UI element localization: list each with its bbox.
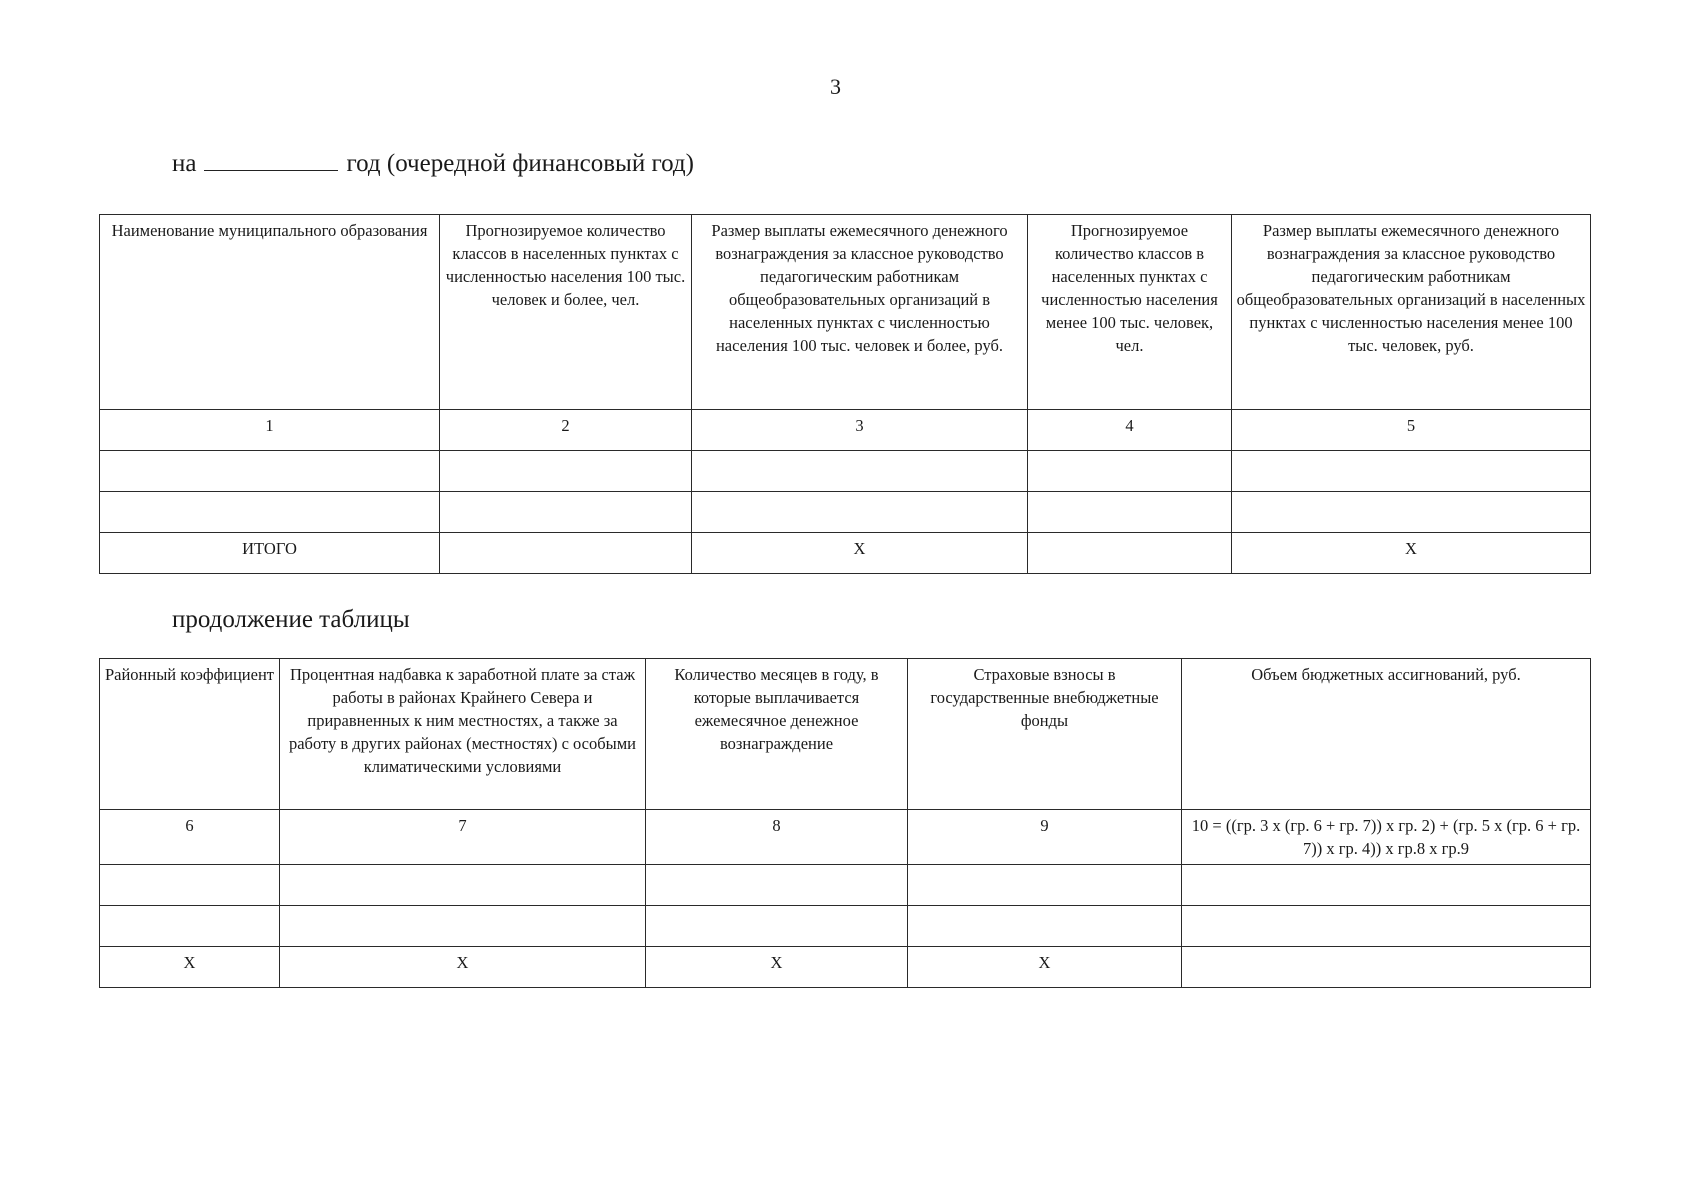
continuation-label: продолжение таблицы bbox=[172, 606, 410, 633]
total-cell bbox=[1182, 947, 1591, 988]
table-cell bbox=[100, 451, 440, 492]
table-cell bbox=[908, 865, 1182, 906]
table-cell bbox=[100, 906, 280, 947]
year-blank-line bbox=[204, 150, 338, 171]
total-cell: Х bbox=[100, 947, 280, 988]
header-cell: Размер выплаты ежемесячного денежного вознаграждения за классное руководство педагогическим работникам общеобразовательных организаций в населенных пунктах с численностью населения менее 100 тыс. человек, руб. bbox=[1232, 215, 1591, 410]
table-cell bbox=[692, 492, 1028, 533]
column-number-cell: 8 bbox=[646, 810, 908, 865]
column-number-cell: 4 bbox=[1028, 410, 1232, 451]
header-row bbox=[100, 215, 1591, 410]
total-cell bbox=[440, 533, 692, 574]
budget-table-part-1 bbox=[99, 214, 1591, 574]
header-cell: Количество месяцев в году, в которые выплачивается ежемесячное денежное вознаграждение bbox=[646, 659, 908, 810]
table-cell bbox=[100, 865, 280, 906]
header-cell: Наименование муниципального образования bbox=[100, 215, 440, 410]
column-number-cell: 9 bbox=[908, 810, 1182, 865]
total-cell: Х bbox=[646, 947, 908, 988]
column-number-cell: 1 bbox=[100, 410, 440, 451]
column-number-row bbox=[100, 410, 1591, 451]
column-number-row bbox=[100, 810, 1591, 865]
form-heading bbox=[172, 150, 694, 178]
page-number: 3 bbox=[830, 74, 841, 99]
table-cell bbox=[646, 865, 908, 906]
header-cell: Прогнозируемое количество классов в населенных пунктах с численностью населения 100 тыс. человек и более, чел. bbox=[440, 215, 692, 410]
header-cell: Страховые взносы в государственные внебюджетные фонды bbox=[908, 659, 1182, 810]
formula-cell: 10 = ((гр. 3 х (гр. 6 + гр. 7)) х гр. 2) + (гр. 5 х (гр. 6 + гр. 7)) х гр. 4)) х гр.8 х гр.9 bbox=[1182, 810, 1591, 865]
header-cell: Процентная надбавка к заработной плате за стаж работы в районах Крайнего Севера и приравненных к ним местностях, а также за работу в других районах (местностях) с особыми климатическими условиями bbox=[280, 659, 646, 810]
table-cell bbox=[1028, 492, 1232, 533]
total-cell: Х bbox=[1232, 533, 1591, 574]
column-number-cell: 6 bbox=[100, 810, 280, 865]
column-number-cell: 2 bbox=[440, 410, 692, 451]
header-row bbox=[100, 659, 1591, 810]
budget-table-part-2 bbox=[99, 658, 1591, 988]
table-row bbox=[100, 906, 1591, 947]
table-row bbox=[100, 492, 1591, 533]
header-cell: Районный коэффициент bbox=[100, 659, 280, 810]
total-cell: Х bbox=[692, 533, 1028, 574]
header-cell: Объем бюджетных ассигнований, руб. bbox=[1182, 659, 1591, 810]
table-cell bbox=[646, 906, 908, 947]
total-cell: Х bbox=[280, 947, 646, 988]
table-cell bbox=[1182, 865, 1591, 906]
table-cell bbox=[440, 451, 692, 492]
total-cell: Х bbox=[908, 947, 1182, 988]
table-cell bbox=[100, 492, 440, 533]
heading-suffix: год (очередной финансовый год) bbox=[346, 150, 694, 177]
total-cell: ИТОГО bbox=[100, 533, 440, 574]
total-cell bbox=[1028, 533, 1232, 574]
column-number-cell: 5 bbox=[1232, 410, 1591, 451]
column-number-cell: 3 bbox=[692, 410, 1028, 451]
header-cell: Размер выплаты ежемесячного денежного вознаграждения за классное руководство педагогическим работникам общеобразовательных организаций в населенных пунктах с численностью населения 100 тыс. человек и более, руб. bbox=[692, 215, 1028, 410]
table-cell bbox=[908, 906, 1182, 947]
table-cell bbox=[1232, 451, 1591, 492]
total-row bbox=[100, 533, 1591, 574]
table-cell bbox=[1028, 451, 1232, 492]
table-cell bbox=[1182, 906, 1591, 947]
table-cell bbox=[440, 492, 692, 533]
column-number-cell: 7 bbox=[280, 810, 646, 865]
table-cell bbox=[280, 906, 646, 947]
table-cell bbox=[280, 865, 646, 906]
heading-prefix: на bbox=[172, 150, 197, 177]
header-cell: Прогнозируемое количество классов в населенных пунктах с численностью населения менее 100 тыс. человек, чел. bbox=[1028, 215, 1232, 410]
table-row bbox=[100, 451, 1591, 492]
table-cell bbox=[692, 451, 1028, 492]
total-row bbox=[100, 947, 1591, 988]
table-row bbox=[100, 865, 1591, 906]
table-cell bbox=[1232, 492, 1591, 533]
